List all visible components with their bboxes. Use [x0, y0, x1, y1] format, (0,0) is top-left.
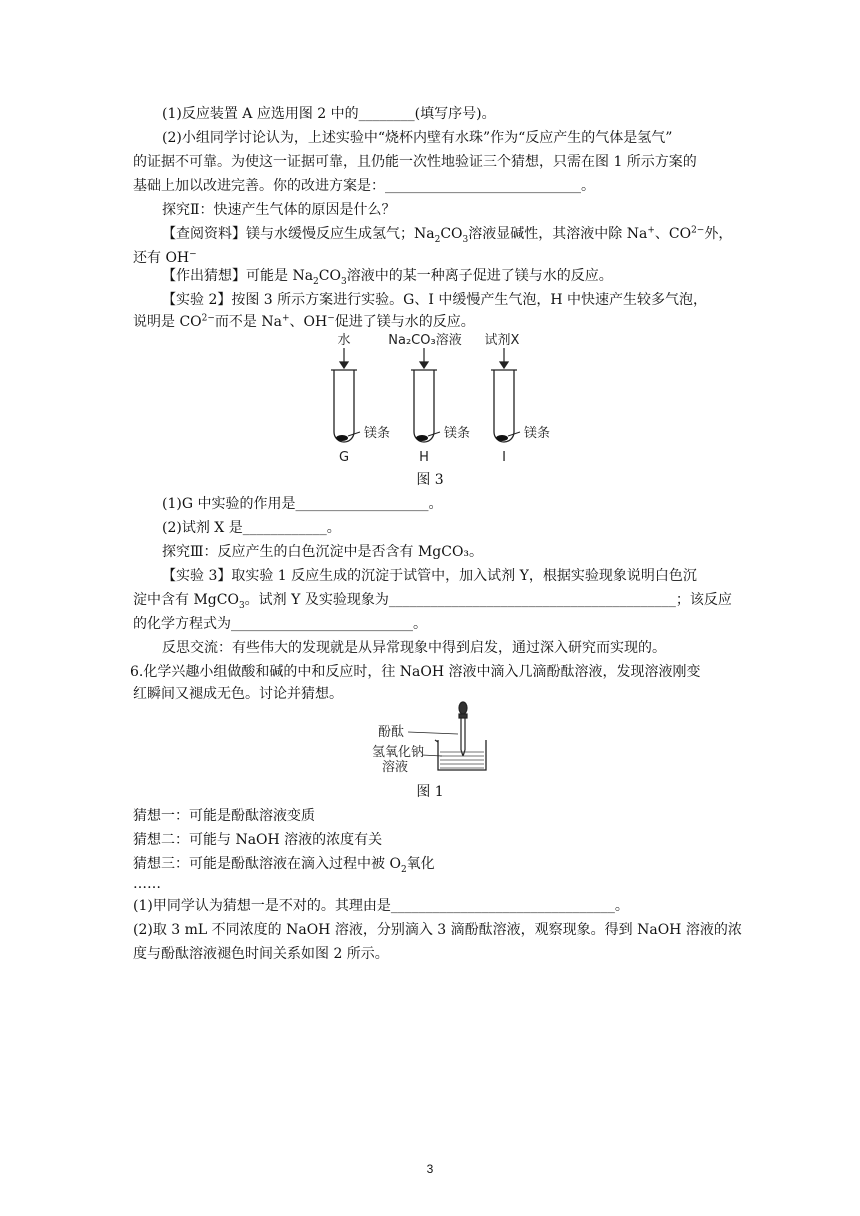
- question-line: (2)小组同学讨论认为，上述实验中“烧杯内壁有水珠”作为“反应产生的气体是氢气”: [162, 130, 673, 146]
- arrow-icon: [340, 348, 508, 368]
- magnesium-strip: [336, 435, 348, 441]
- reagent-label-water: 水: [337, 333, 351, 348]
- mg-label: 镁条: [444, 426, 471, 441]
- test-tube-g: [334, 370, 354, 442]
- beaker: [438, 740, 486, 770]
- question-6-line: 6.化学兴趣小组做酸和碱的中和反应时，往 NaOH 溶液中滴入几滴酚酞溶液，发现溶液刚变: [130, 664, 701, 680]
- hypothesis-item: 猜想二：可能与 NaOH 溶液的浓度有关: [133, 832, 383, 848]
- reflection-line: 反思交流：有些伟大的发现就是从异常现象中得到启发，通过深入研究而实现的。: [162, 640, 666, 656]
- figure-3-caption: 图 3: [416, 472, 444, 488]
- experiment-line: 【实验 3】取实验 1 反应生成的沉淀于试管中，加入试剂 Y，根据实验现象说明白色沉: [162, 568, 697, 584]
- reference-line: 还有 OH−: [133, 249, 197, 266]
- reagent-label-x: 试剂X: [484, 333, 520, 348]
- hypothesis-line: 【作出猜想】可能是 $Na_2CO_3$溶液中的某一种离子促进了镁与水的反应。: [162, 268, 613, 287]
- question-line: 的证据不可靠。为使这一证据可靠，且仍能一次性地验证三个猜想，只需在图 1 所示方案的: [133, 154, 697, 170]
- tube-label-i: I: [502, 450, 506, 465]
- question-line: (1)甲同学认为猜想一是不对的。其理由是________________________________。: [133, 898, 629, 914]
- magnesium-strip: [416, 435, 428, 441]
- reagent-label-na2co3: Na₂CO₃溶液: [388, 333, 462, 348]
- question-6-line: 红瞬间又褪成无色。讨论并猜想。: [133, 686, 343, 702]
- test-tube-h: [414, 370, 434, 442]
- figure-1-caption: 图 1: [416, 784, 444, 800]
- tube-label-h: H: [419, 450, 429, 465]
- page-number: 3: [426, 1162, 434, 1176]
- figure-3-test-tubes: [320, 330, 560, 466]
- phenolphthalein-label: 酚酞: [378, 725, 405, 740]
- figure-1-beaker: [372, 700, 492, 780]
- tube-label-g: G: [338, 450, 350, 465]
- section-heading: 探究Ⅱ：快速产生气体的原因是什么？: [162, 202, 396, 218]
- experiment-line: 【实验 2】按图 3 所示方案进行实验。G、I 中缓慢产生气泡，H 中快速产生较多气泡，: [162, 292, 707, 308]
- test-tube-i: [494, 370, 514, 442]
- mg-label: 镁条: [364, 426, 391, 441]
- question-line: 基础上加以改进完善。你的改进方案是：____________________________。: [133, 178, 595, 194]
- question-line: 的化学方程式为__________________________。: [133, 616, 427, 632]
- experiment-line: 淀中含有 MgCO$_3$。试剂 Y 及实验现象为_________________________________________；该反应: [133, 592, 732, 611]
- question-line: (1)G 中实验的作用是___________________。: [162, 496, 443, 512]
- hypothesis-item: 猜想一：可能是酚酞溶液变质: [133, 808, 315, 824]
- naoh-label: 氢氧化钠: [372, 745, 425, 760]
- question-line: (2)试剂 X 是____________。: [162, 520, 341, 536]
- question-line: 度与酚酞溶液褪色时间关系如图 2 所示。: [133, 946, 389, 962]
- hypothesis-item: 猜想三：可能是酚酞溶液在滴入过程中被 $O_2$氧化: [133, 856, 435, 875]
- ellipsis: ……: [133, 876, 161, 892]
- mg-label: 镁条: [524, 426, 551, 441]
- experiment-line: 说明是 $CO^{2-}$而不是 Na+、OH−促进了镁与水的反应。: [133, 313, 475, 330]
- magnesium-strip: [496, 435, 508, 441]
- dropper-icon: [459, 702, 467, 756]
- naoh-label: 溶液: [382, 760, 409, 775]
- question-line: (2)取 3 mL 不同浓度的 NaOH 溶液，分别滴入 3 滴酚酞溶液，观察现象。得到 NaOH 溶液的浓: [133, 922, 742, 938]
- question-line: (1)反应装置 A 应选用图 2 中的________(填写序号)。: [162, 106, 496, 122]
- reference-line: 【查阅资料】镁与水缓慢反应生成氢气；$Na_2CO_3$溶液显碱性，其溶液中除 Na+、$CO^{2-}$外，: [162, 225, 733, 245]
- section-heading: 探究Ⅲ：反应产生的白色沉淀中是否含有 MgCO₃。: [162, 544, 484, 560]
